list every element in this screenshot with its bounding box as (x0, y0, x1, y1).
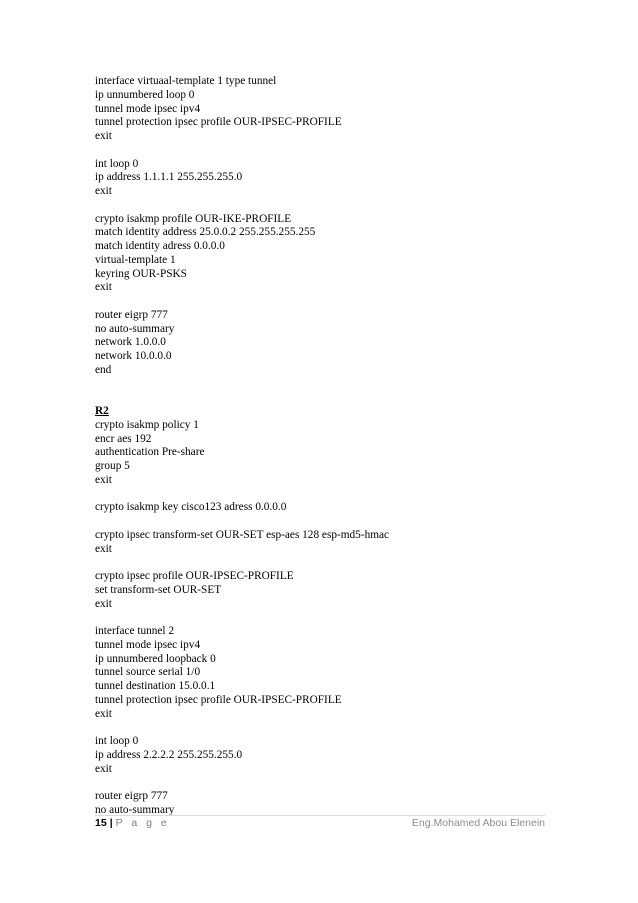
config-line (95, 556, 575, 570)
config-line: exit (95, 281, 112, 294)
config-line: crypto isakmp profile OUR-IKE-PROFILE (95, 212, 292, 225)
config-line: crypto ipsec profile OUR-IPSEC-PROFILE (95, 570, 294, 582)
config-line: tunnel destination 15.0.0.1 (95, 680, 216, 692)
config-line: exit (95, 597, 112, 610)
config-line: tunnel mode ipsec ipv4 (95, 638, 201, 651)
config-line: exit (95, 542, 112, 555)
section-heading-r2: R2 (95, 405, 109, 417)
config-line: tunnel source serial 1/0 (95, 666, 201, 679)
config-line: keyring OUR-PSKS (95, 267, 187, 280)
config-line: router eigrp 777 (95, 308, 168, 321)
config-line: exit (95, 762, 112, 775)
page-label (95, 817, 170, 829)
config-block-r1 (95, 75, 575, 405)
config-line: authentication Pre-share (95, 446, 205, 459)
config-line: tunnel mode ipsec ipv4 (95, 102, 201, 115)
config-line: virtual-template 1 (95, 253, 176, 266)
config-line: int loop 0 (95, 735, 139, 747)
config-line: network 10.0.0.0 (95, 350, 172, 362)
config-line: exit (95, 473, 112, 486)
config-line: crypto isakmp policy 1 (95, 418, 199, 431)
config-block-r2 (95, 419, 575, 818)
config-line (95, 488, 575, 502)
page-word: P a g e (115, 817, 170, 829)
author-name: Eng.Mohamed Abou Elenein (411, 817, 545, 829)
config-line: interface tunnel 2 (95, 625, 175, 637)
config-line: ip address 2.2.2.2 255.255.255.0 (95, 748, 243, 761)
config-line: crypto isakmp key cisco123 adress 0.0.0.0 (95, 501, 287, 514)
config-line: match identity adress 0.0.0.0 (95, 240, 225, 252)
config-line: no auto-summary (95, 322, 175, 335)
config-line: exit (95, 130, 112, 142)
config-line: router eigrp 777 (95, 790, 168, 802)
config-line: match identity address 25.0.0.2 255.255.255.255 (95, 226, 316, 239)
document-body (95, 75, 575, 818)
config-line: ip address 1.1.1.1 255.255.255.0 (95, 171, 243, 184)
config-line (95, 144, 575, 158)
config-line: set transform-set OUR-SET (95, 583, 222, 596)
config-line: network 1.0.0.0 (95, 336, 166, 349)
config-line: exit (95, 185, 112, 197)
page-footer (95, 815, 545, 829)
config-line: ip unnumbered loopback 0 (95, 652, 216, 665)
config-line: tunnel protection ipsec profile OUR-IPSEC-PROFILE (95, 693, 342, 706)
config-line (95, 721, 575, 735)
config-line: exit (95, 707, 112, 720)
page-separator: | (109, 817, 113, 829)
config-line: ip unnumbered loop 0 (95, 88, 195, 101)
config-line: end (95, 363, 112, 376)
page-number: 15 (95, 817, 107, 829)
config-line (95, 391, 575, 405)
config-line (95, 515, 575, 529)
config-line (95, 199, 575, 213)
config-line (95, 776, 575, 790)
config-line: encr aes 192 (95, 432, 152, 445)
config-line: no auto-summary (95, 803, 175, 816)
config-line: group 5 (95, 460, 130, 472)
config-line (95, 611, 575, 625)
config-line: crypto ipsec transform-set OUR-SET esp-aes 128 esp-md5-hmac (95, 528, 390, 541)
config-line (95, 378, 575, 392)
config-line (95, 295, 575, 309)
config-line: interface virtuaal-template 1 type tunnel (95, 75, 277, 87)
config-line: int loop 0 (95, 157, 139, 170)
config-line: tunnel protection ipsec profile OUR-IPSEC-PROFILE (95, 116, 342, 129)
